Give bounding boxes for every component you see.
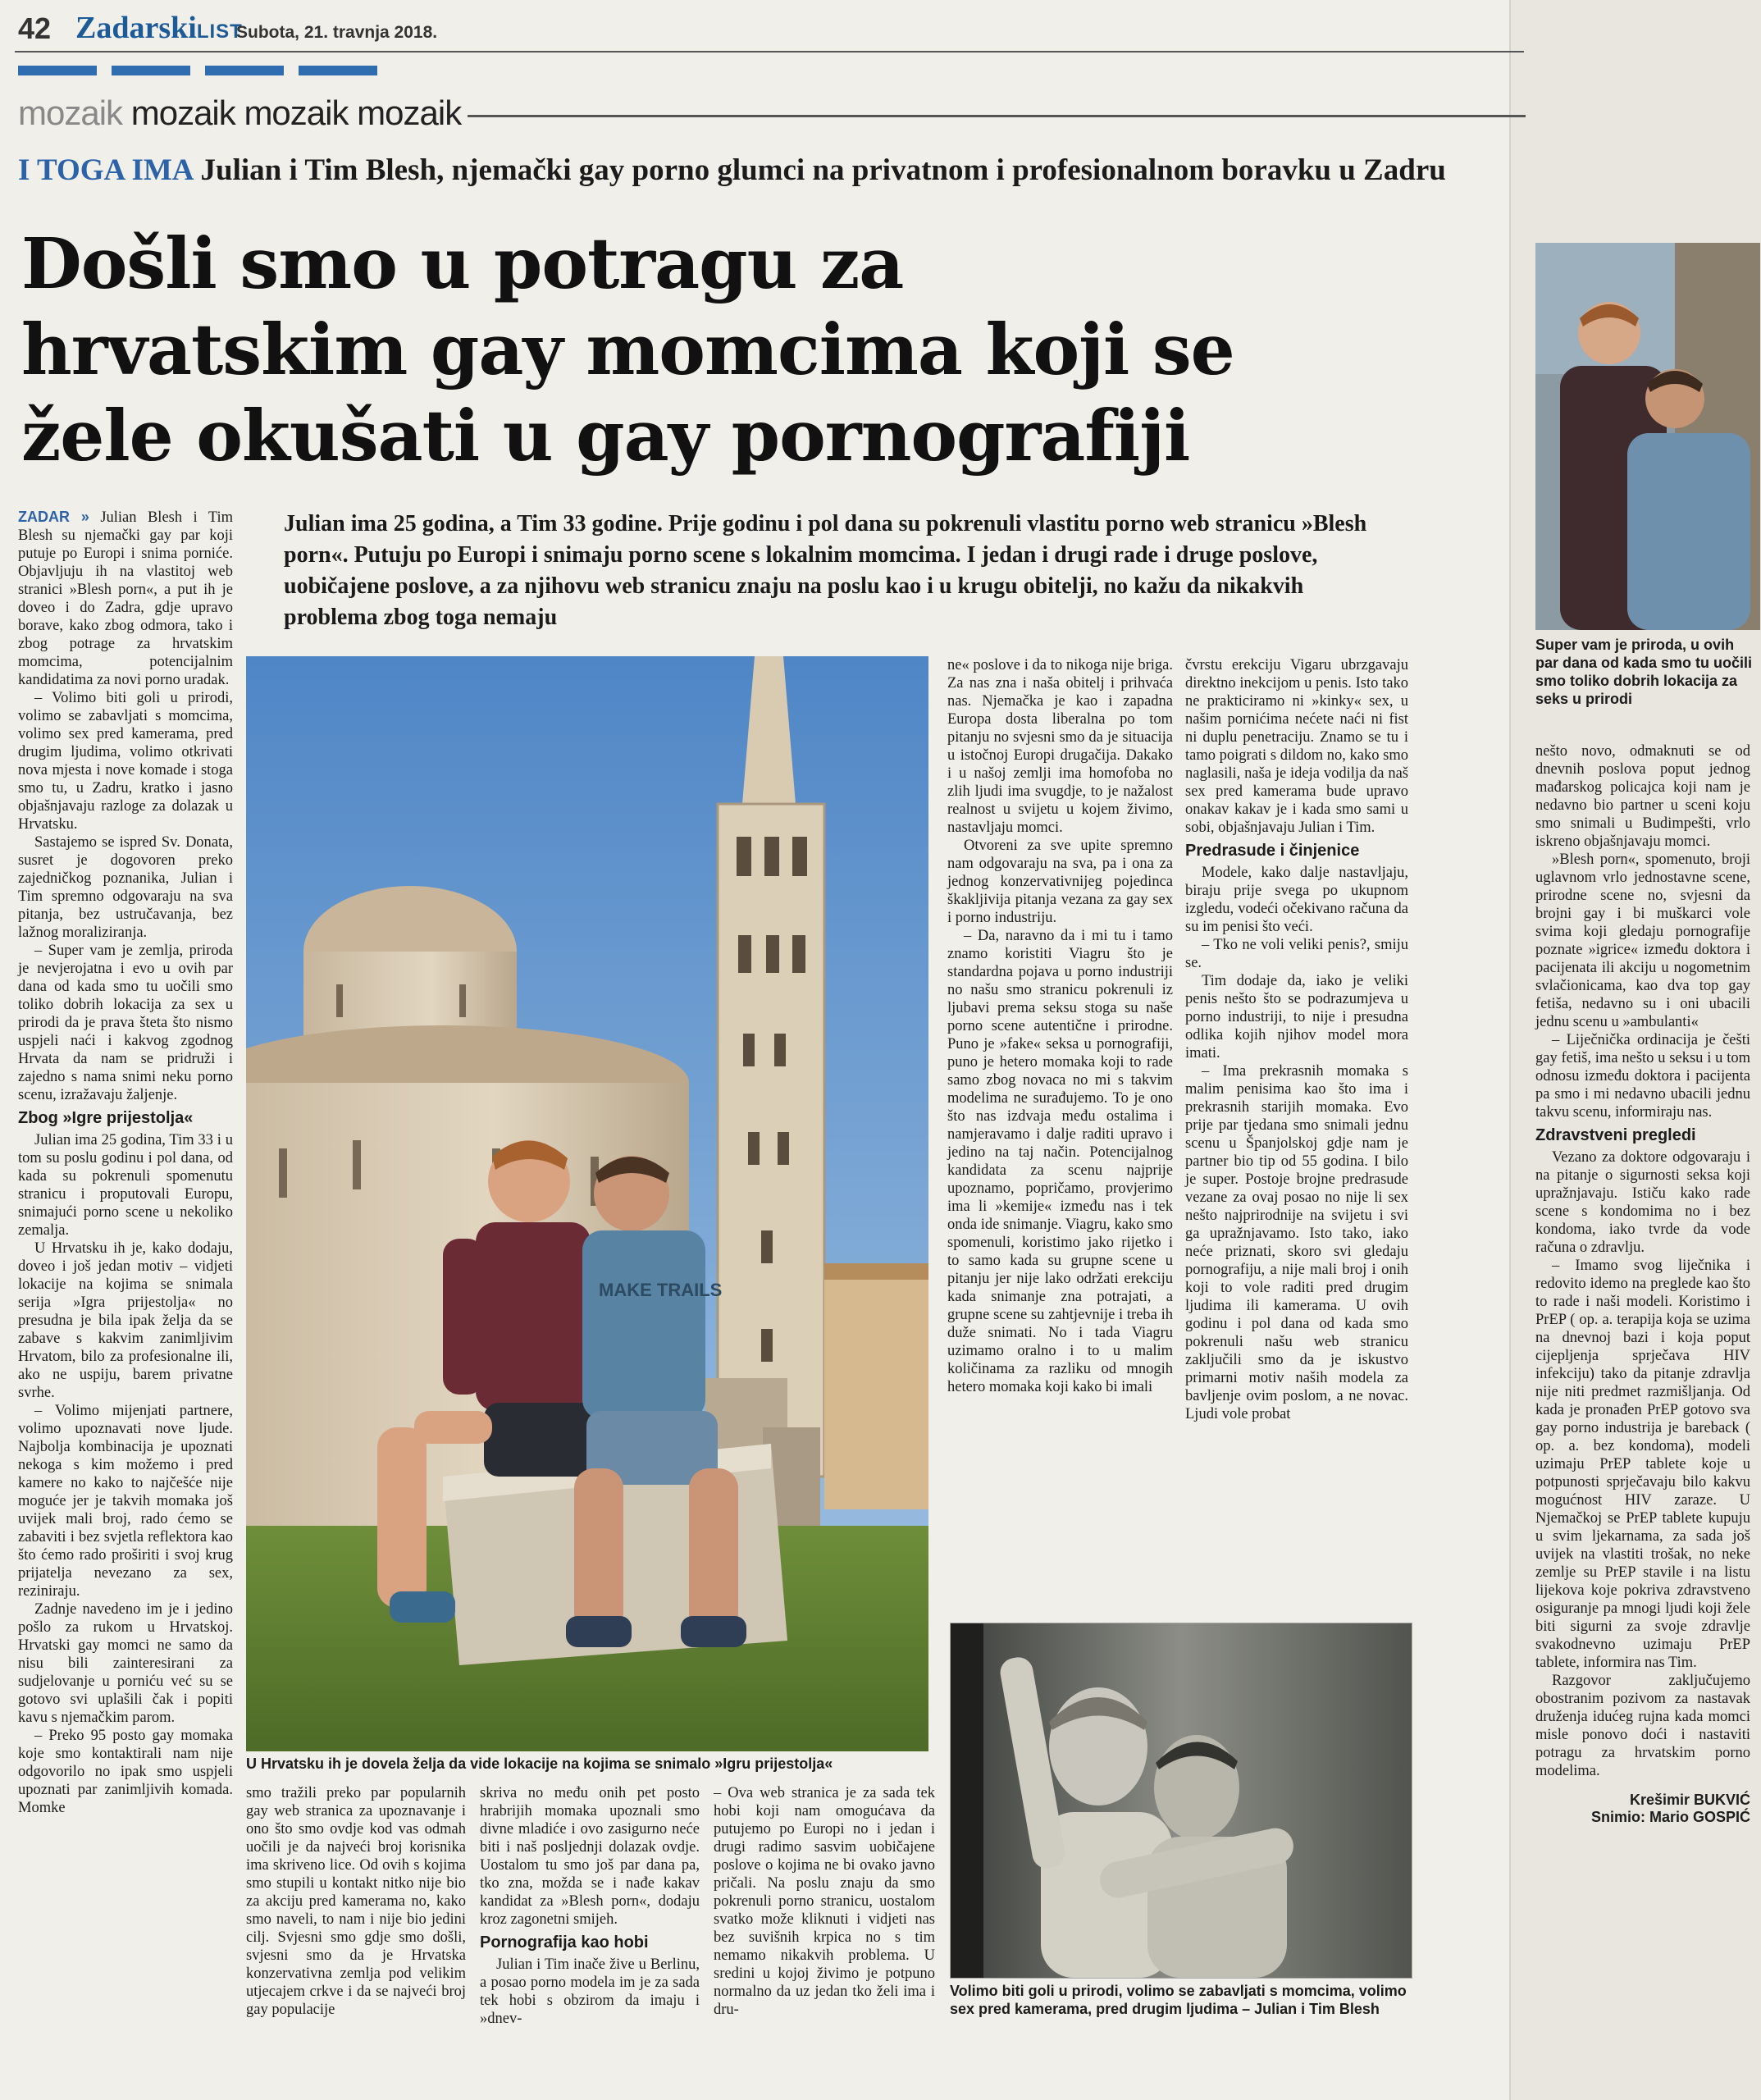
paragraph: – Liječnička ordinacija je češti gay fetiš, ima nešto u seksu i u tom odnosu između doktora i pacijenta pa smo i mi nedavno ubacili jednu takvu scenu, informiraju nas. xyxy=(1535,1032,1750,1121)
dateline: ZADAR » xyxy=(18,509,89,525)
paragraph: – Super vam je zemlja, priroda je nevjerojatna i evo u ovih par dana od kada smo tu uočili smo toliko dobrih lokacija za sex u prirodi da je prava šteta što nismo uspjeli naći i kakvog zgodnog Hrvata da nam se pridruži i zajedno s nama snimi neku porno scenu, izražavaju žaljenje. xyxy=(18,943,233,1103)
section-word: mozaik xyxy=(130,94,235,132)
paragraph: nešto novo, odmaknuti se od dnevnih poslova poput jednog mađarskog policajca koji nam je nedavno bio partner u sceni koju smo snimali u Budimpešti, vrlo iskreno objašnjavaju momci. xyxy=(1535,743,1750,850)
paragraph: Julian ima 25 godina, Tim 33 i u tom su poslu godinu i pol dana, od kada su pokrenuli spomenutu stranicu i proputovali Europu, snimajući porno scene u nekoliko zemalja. xyxy=(18,1132,233,1239)
subheading: Predrasude i činjenice xyxy=(1185,842,1360,860)
portrait-photo xyxy=(950,1623,1412,1979)
right-photo-image xyxy=(1535,243,1760,630)
paragraph: – Ova web stranica je za sada tek hobi koji nam omogućava da putujemo po Europi no i jedan i drugi radimo sasvim uobičajene poslove o kojima ne bi ovako javno pričali. Na poslu znaju da smo pokrenuli porno stranicu, uostalom svatko može kliknuti i vidjeti nas bez suvišnih krpica no s tim nemamo nikakvih problema. U sredini u kojoj živimo je potpuno normalno da uz jedan tko želi ima i dru- xyxy=(714,1785,935,2018)
kicker-text: Julian i Tim Blesh, njemački gay porno glumci na privatnom i profesionalnom boravku u Zadru xyxy=(200,153,1446,187)
subheading: Zbog »Igre prijestolja« xyxy=(18,1109,194,1127)
paragraph: – Preko 95 posto gay momaka koje smo kontaktirali nam nije odgovorilo no ipak smo uspjeli upoznati par zanimljivih komada. Momke xyxy=(18,1728,233,1816)
paragraph: Zadnje navedeno im je i jedino pošlo za rukom u Hrvatskoj. Hrvatski gay momci ne samo da nisu bili zainteresirani za sudjelovanje u porniću već su se gotovo svi uplašili čak i popiti kavu s njemačkim parom. xyxy=(18,1601,233,1726)
paragraph: smo tražili preko par popularnih gay web stranica za upoznavanje i ono što smo ovdje kod vas odmah uočili je da najveći broj korisnika ima skriveno lice. Od ovih s kojima smo stupili u kontakt nitko nije bio za akciju pred kamerama no, kako smo naveli, to nam i nije bio jedini cilj. Svjesni smo gdje smo došli, svjesni smo da je Hrvatska konzervativna zemlja pod velikim utjecajem crkve i da se najveći broj gay populacije xyxy=(246,1785,466,2018)
logo-main: Zadarski xyxy=(75,11,197,45)
column-4 xyxy=(947,656,1173,1396)
page-number: 42 xyxy=(18,11,52,45)
lead-paragraph: Julian ima 25 godina, a Tim 33 godine. Prije godinu i pol dana su pokrenuli vlastitu porno web stranicu »Blesh porn«. Putuju po Europi i snimaju porno scene s lokalnim momcima. I jedan i drugi rade i druge poslove, uobičajene poslove, a za njihovu web stranicu znaju na poslu kao i u krugu obitelji, no kažu da nikakvih problema zbog toga nemaju xyxy=(284,511,1367,630)
logo-sub: LIST xyxy=(196,21,243,43)
headline-line: hrvatskim gay momcima koji se xyxy=(21,309,1234,391)
paragraph: čvrstu erekciju Vigaru ubrzgavaju direktno inekcijom u penis. Isto tako ne prakticiramo ni »kinky« sex, u našim pornićima nećete naći ni fist ni duplu penetraciju. Znamo se tu i tamo poigrati s dildom no, kako smo naglasili, naša je ideja vodilja da naš sex pred kamerama bude upravo onakav kakav je i kada smo sami u sobi, objašnjavaju Julian i Tim. xyxy=(1185,657,1408,836)
headline-line: žele okušati u gay pornografiji xyxy=(21,395,1190,477)
main-photo-image xyxy=(246,656,928,1751)
column-6 xyxy=(1535,742,1750,1826)
paragraph: – Volimo biti goli u prirodi, volimo se zabavljati s momcima, volimo sex pred kamerama, pred drugim ljudima, volimo otkrivati nova mjesta i nove komade i stoga smo tu, u Zadru, kratko i jasno objašnjavaju razloge za dolazak u Hrvatsku. xyxy=(18,690,233,833)
column-4-bottom xyxy=(714,1784,935,2019)
paragraph: ne« poslove i da to nikoga nije briga. Za nas zna i naša obitelj i prihvaća nas. Njemačka je kao i zapadna Europa dosta liberalna po tom pitanju no svjesni smo da je situacija u istočnoj Europi drugačija. Dakako i u našoj zemlji ima homofoba no zlih ljudi ima svugdje, to je nažalost realnost u svijetu u kojem živimo, nastavljaju momci. xyxy=(947,657,1173,836)
main-photo-caption: U Hrvatsku ih je dovela želja da vide lokacije na kojima se snimalo »Igru prijestolja« xyxy=(246,1755,833,1772)
paragraph: U Hrvatsku ih je, kako dodaju, doveo i još jedan motiv – vidjeti lokacije na kojima se snimala serija »Igra prijestolja« no presudna je bila ipak želja da se zabave s kakvim zanimljivim Hrvatom, bilo za profesionalne ili, ako ne uspiju, barem privatne svrhe. xyxy=(18,1240,233,1401)
header-color-bars xyxy=(18,66,377,75)
paragraph-text: Julian Blesh i Tim Blesh su njemački gay par koji putuje po Europi i snima porniće. Objavljuju ih na vlastitoj web stranici »Blesh porn«, a put ih je doveo i do Zadra, gdje upravo borave, kako zbog odmora, tako i zbog potrage za hrvatskim momcima, potencijalnim kandidatima za novi porno uradak. xyxy=(18,509,233,688)
section-word: mozaik xyxy=(357,94,462,132)
column-2 xyxy=(246,1784,466,2019)
paragraph: »Blesh porn«, spomenuto, broji uglavnom vrlo jednostavne scene, prirodne scene no, svjesni da brojni gay i bi muškarci vole svima koji gledaju pornografije poznate »igrice« između doktora i pacijenata ili akciju u nogometnim svlačionicama, kao dva top gay fetiša, nedavno su i oni ubacili jednu scenu u »ambulanti« xyxy=(1535,851,1750,1030)
right-photo-caption: Super vam je priroda, u ovih par dana od kada smo tu uočili smo toliko dobrih lokacija za seks u prirodi xyxy=(1535,637,1753,707)
author-byline: Krešimir BUKVIĆ xyxy=(1629,1792,1750,1808)
main-photo xyxy=(246,656,928,1751)
paragraph: Razgovor zaključujemo obostranim pozivom za nastavak druženja idućeg rujna kada momci misle ponovo doći i nastaviti potragu za hrvatskim porno modelima. xyxy=(1535,1673,1750,1779)
paragraph: Otvoreni za sve upite spremno nam odgovaraju na sva, pa i ona za jednog konzervativnijeg pojedinca škakljivija pitanja vezana za gay sex i porno industriju. xyxy=(947,838,1173,926)
issue-date: Subota, 21. travnja 2018. xyxy=(236,23,438,42)
photo-credit: Snimio: Mario GOSPIĆ xyxy=(1590,1809,1750,1825)
paragraph: – Tko ne voli veliki penis?, smiju se. xyxy=(1185,937,1408,971)
section-word: mozaik xyxy=(244,94,349,132)
paragraph: – Ima prekrasnih momaka s malim penisima kao što ima i prekrasnih starijih momaka. Evo prije par tjedana smo snimali jednu scenu u Španjolskoj gdje nam je partner bio tip od 55 godina. I bilo je super. Postoje brojne predrasude vezane za ovaj posao no nije li sex nešto najprirodnije na svijetu i svi ga upražnjavamo. Isto tako, iako neće priznati, skoro svi gledaju pornografiju, a nije mali broj i onih koji to vole raditi pred drugim ljudima ili kamerama. U ovih godinu i pol dana od kada smo pokrenuli našu web stranicu zaključili smo da je iskustvo primarni motiv naših modela za bavljenje ovim poslom, a ne novac. Ljudi vole probat xyxy=(1185,1063,1408,1422)
headline-line: Došli smo u potragu za xyxy=(21,223,904,305)
paragraph: – Da, naravno da i mi tu i tamo znamo koristiti Viagru što je standardna pojava u porno industriji no našu smo stranicu pokrenuli iz ljubavi prema seksu stoga su naše porno scene autentične i prirodne. Puno je »fake« seksa u pornografiji, puno je hetero momaka koji to rade samo zbog novaca no mi s takvim modelima ne surađujemo. To je ono što nas izdvaja među ostalima i namjeravamo i dalje raditi upravo i jedino na taj način. Potencijalnog kandidata za scenu najprije upoznamo, popričamo, provjerimo ima li »kemije« između nas i tek onda ide snimanje. Viagru, kako smo spomenuli, koristimo jako rijetko i to samo kada su grupne scene u pitanju jer nije lako održati erekciju kada snimanje zna potrajati, a grupne scene su zahtjevnije i treba ih duže snimati. No i tada Viagru uzimamo oralno i to u malim količinama za razliku od mnogih hetero momaka koji kako bi imali xyxy=(947,928,1173,1395)
paragraph: Tim dodaje da, iako je veliki penis nešto što se podrazumjeva u porno industriji, to nije i presudna odlika kojih njihov model mora imati. xyxy=(1185,973,1408,1061)
section-label xyxy=(18,94,461,133)
subheading: Pornografija kao hobi xyxy=(480,1933,649,1952)
paragraph: Modele, kako dalje nastavljaju, biraju prije svega po ukupnom izgledu, vodeći očekivano računa da su im penisi što veći. xyxy=(1185,865,1408,935)
paragraph: skriva no među onih pet posto hrabrijih momaka upoznali smo divne mladiće i ovo zasigurno neće biti i naš posljednji dolazak ovdje. Uostalom tu smo još par dana pa, tko zna, možda se i nađe kakav kandidat za »Blesh porn«, dodaju kroz zagonetni smijeh. xyxy=(480,1785,700,1928)
section-word: mozaik xyxy=(18,94,123,132)
headline xyxy=(21,221,1514,480)
header-rule xyxy=(15,51,1524,52)
newspaper-logo xyxy=(75,10,243,46)
column-3 xyxy=(480,1784,700,2028)
column-5 xyxy=(1185,656,1408,1423)
paragraph: – Imamo svog liječnika i redovito idemo na preglede kao što to rade i naši modeli. Koristimo i PrEP ( op. a. terapija koja se uzima na dnevnoj bazi i koja poput cijepljenja sprječava HIV infekciju) tako da pitanje zdravlja nije niti predmet razmišljanja. Od kada je pronađen PrEP gotovo sva gay porno industrija je bareback ( op. a. bez kondoma), modeli uzimaju PrEP tablete koje u potpunosti sprječavaju bilo kakvu mogućnost HIV zaraze. U Njemačkoj se PrEP tablete kupuju u svim ljekarnama, za sada još uvijek na vlastiti trošak, no neke zemlje su PrEP stavile i na listu lijekova koje pokriva zdravstveno osiguranje pa mnogi ljudi koji žele biti sigurni za svoje zdravlje svakodnevno uzimaju PrEP tablete, informira nas Tim. xyxy=(1535,1258,1750,1671)
right-photo xyxy=(1535,243,1760,630)
section-rule xyxy=(468,115,1526,117)
tshirt-print: MAKE TRAILS xyxy=(599,1280,723,1300)
kicker xyxy=(18,153,1446,188)
portrait-photo-caption: Volimo biti goli u prirodi, volimo se zabavljati s momcima, volimo sex pred kamerama, pred drugim ljudima – Julian i Tim Blesh xyxy=(950,1983,1407,2017)
paragraph xyxy=(18,509,233,689)
paragraph: Julian i Tim inače žive u Berlinu, a posao porno modela im je za sada tek hobi s obzirom da imaju i »dnev- xyxy=(480,1956,700,2027)
subheading: Zdravstveni pregledi xyxy=(1535,1126,1696,1144)
paragraph: – Volimo mijenjati partnere, volimo upoznavati nove ljude. Najbolja kombinacija je upoznati nekoga s kim možemo i pred kamere no kako to najčešće nije moguće jer je takvih momaka još uvijek mali broj, rado ćemo se zabaviti i bez svjetla reflektora kao što ćemo rado proširiti i svoj krug prijatelja nevezano za sex, reziniraju. xyxy=(18,1403,233,1600)
paragraph: Sastajemo se ispred Sv. Donata, susret je dogovoren preko zajedničkog poznanika, Julian i Tim spremno odgovaraju na sva pitanja, bez ustručavanja, bez lažnog moraliziranja. xyxy=(18,834,233,941)
column-1 xyxy=(18,509,233,1817)
portrait-photo-image xyxy=(951,1623,1412,1978)
paragraph: Vezano za doktore odgovaraju i na pitanje o sigurnosti seksa koji upražnjavaju. Ističu kako rade scene s kondomima no i bez kondoma, iako tvrde da vode računa o zdravlju. xyxy=(1535,1149,1750,1256)
kicker-tag: I TOGA IMA xyxy=(18,153,194,187)
